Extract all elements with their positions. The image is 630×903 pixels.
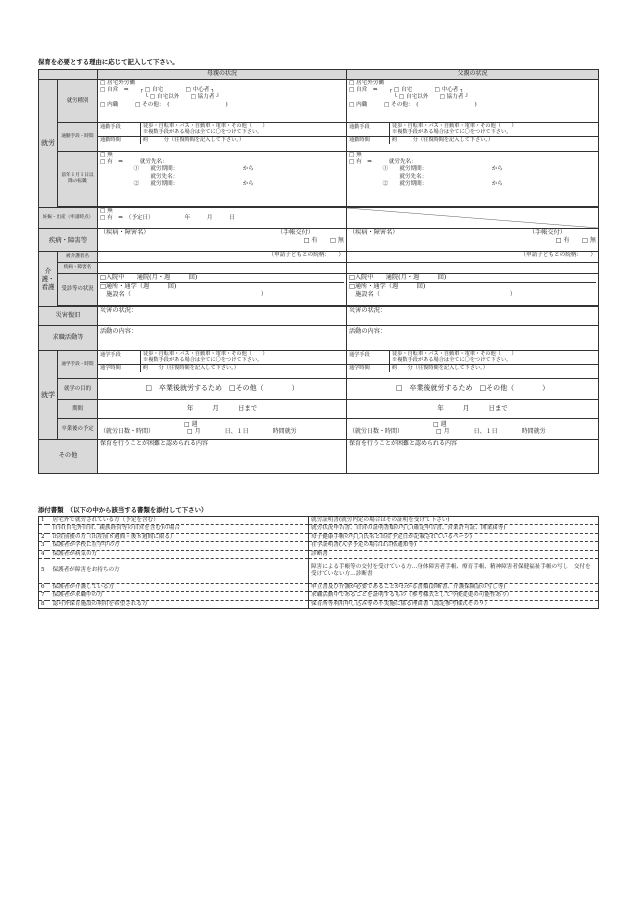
father-illness[interactable]: （疾病・障害名） （手帳交付） □ 有 □ 無 bbox=[347, 229, 599, 252]
attachment-doc: 保育所等利用申し込み等の不実施に係る理由書（認定参考様式その９） bbox=[309, 600, 599, 608]
mother-other[interactable]: 保育を行うことが困難と認められる内容 bbox=[98, 440, 347, 474]
attachment-no: 2 bbox=[39, 533, 47, 541]
father-care-status[interactable]: □入院中 通院(月・週 回) □通所・通学（週 回) 施設名（ ） bbox=[347, 274, 599, 306]
attachment-row bbox=[39, 559, 599, 584]
attachment-reason: 認可外保育施設の利用を希望される方 bbox=[47, 600, 309, 608]
mother-commute[interactable]: 通勤手段 徒歩・自転車・バス・自動車・電車・その他（ ） ※複数手段がある場合は全てに〇をつけて下さい。 通勤時間 約 分（往復時間を記入して下さい。） bbox=[98, 123, 347, 152]
attachment-reason: 保護者が求職中の方 bbox=[47, 592, 309, 600]
father-study-period[interactable]: 年 月 日まで bbox=[347, 400, 599, 419]
attachment-reason: 保護者が病気の方 bbox=[47, 550, 309, 558]
attachment-doc: 求職活動中であることを証明するもの（参考様式として今後変更の可能性あり） bbox=[309, 592, 599, 600]
father-care-illness[interactable] bbox=[347, 263, 599, 274]
mother-illness[interactable]: （疾病・障害名） （手帳交付） □ 有 □ 無 bbox=[98, 229, 347, 252]
study-period-label: 期間 bbox=[58, 400, 98, 419]
corner-cell bbox=[39, 70, 98, 80]
care-target-label: 被介護者名 bbox=[58, 252, 98, 263]
study-plan-label: 卒業後の予定 bbox=[58, 419, 98, 440]
father-study-plan[interactable]: □ 週 （就労日数・時間） □ 月 日、１日 時間就労 bbox=[347, 419, 599, 440]
attachment-no: 6 bbox=[39, 584, 47, 592]
attachment-row bbox=[39, 525, 599, 533]
mother-study-period[interactable]: 年 月 日まで bbox=[98, 400, 347, 419]
attachment-doc: 就労証明書(就労内定の場合はその証明を受けて下さい) bbox=[309, 517, 599, 525]
mother-study-commute[interactable]: 通学手段 徒歩・自転車・バス・自動車・電車・その他（ ） ※複数手段がある場合は全てに〇をつけて下さい。 通学時間 約 分（往復時間を記入して下さい。） bbox=[98, 351, 347, 379]
attachment-doc: 申立書及び介護が必要であることがわかる書類(診断書、介護保険証の写し等) bbox=[309, 584, 599, 592]
attachment-row bbox=[39, 533, 599, 541]
attachment-row bbox=[39, 550, 599, 558]
disaster-label: 災害復旧 bbox=[39, 307, 98, 326]
job-change-label: 前年１月１日以降の転職 bbox=[58, 152, 98, 207]
attachment-no: 3 bbox=[39, 542, 47, 550]
attachment-doc: 就労状況申告書、自営の証明書類の写し(確定申告書、営業許可証、開業届等) bbox=[309, 525, 599, 533]
attachment-reason: 居宅外で就労されている方（予定を含む） bbox=[47, 517, 309, 525]
father-study-purpose[interactable]: □ 卒業後就労するため □その他（ ） bbox=[347, 379, 599, 400]
father-commute[interactable]: 通勤手段 徒歩・自転車・バス・自動車・電車・その他（ ） ※複数手段がある場合は全てに〇をつけて下さい。 通勤時間 約 分（往復時間を記入して下さい。） bbox=[347, 123, 599, 152]
attachment-no: 7 bbox=[39, 592, 47, 600]
study-commute-label: 通学手段・時間 bbox=[58, 351, 98, 379]
attachment-no: 4 bbox=[39, 550, 47, 558]
attachment-table bbox=[38, 516, 599, 609]
father-care-target[interactable]: （申請子どもとの続柄： ） bbox=[347, 252, 599, 263]
father-disaster[interactable]: 災害の状況： bbox=[347, 307, 599, 326]
attachment-no: 1 bbox=[39, 517, 47, 525]
mother-study-plan[interactable]: □ 週 （就労日数・時間） □ 月 日、１日 時間就労 bbox=[98, 419, 347, 440]
attachment-row bbox=[39, 592, 599, 600]
work-category: 就労 bbox=[39, 80, 58, 208]
attachment-reason: 出産前後の方（出産前８週間・後８週間に限る） bbox=[47, 533, 309, 541]
other-label: その他 bbox=[39, 440, 98, 474]
mother-care-status[interactable]: □入院中 通院(月・週 回) □通所・通学（週 回) 施設名（ ） bbox=[98, 274, 347, 306]
father-jobhunt[interactable]: 活動の内容： bbox=[347, 326, 599, 351]
mother-study-purpose[interactable]: □ 卒業後就労するため □その他（ ） bbox=[98, 379, 347, 400]
commute-label: 通勤手段・時間 bbox=[58, 123, 98, 152]
attachment-doc: 在学証明書(入学予定の場合は合格通知等) bbox=[309, 542, 599, 550]
attachment-doc: 母子健康手帳の写し(氏名と出産予定日が記載されているページ) bbox=[309, 533, 599, 541]
father-other[interactable]: 保育を行うことが困難と認められる内容 bbox=[347, 440, 599, 474]
attachment-doc: 診断書 bbox=[309, 550, 599, 558]
mother-disaster[interactable]: 災害の状況： bbox=[98, 307, 347, 326]
father-pregnancy-na bbox=[347, 208, 599, 229]
attachment-title: 添付書類 （以下の中から該当する書類を添付して下さい） bbox=[38, 506, 208, 514]
jobhunt-label: 求職活動等 bbox=[39, 326, 98, 351]
instruction-header: 保育を必要とする理由に応じて記入して下さい。 bbox=[38, 58, 179, 66]
diagonal-line bbox=[347, 208, 598, 228]
father-job-change[interactable]: □ 無 □ 有 ⇒ 就労先名： ① 就労期間： から 就労先名： ② 就労期間： から bbox=[347, 152, 599, 207]
pregnancy-label: 妊娠・出産（申請時点） bbox=[39, 208, 98, 229]
mother-column-header: 母親の状況 bbox=[98, 70, 347, 80]
attachment-no: 5 bbox=[39, 559, 47, 584]
work-type-label: 就労種別 bbox=[58, 80, 98, 123]
study-category: 就学 bbox=[39, 351, 58, 440]
attachment-no: 8 bbox=[39, 600, 47, 608]
study-purpose-label: 就学の目的 bbox=[58, 379, 98, 400]
mother-pregnancy[interactable]: □ 無 □ 有 ⇒ （予定日） 年 月 日 bbox=[98, 208, 347, 229]
mother-jobhunt[interactable]: 活動の内容： bbox=[98, 326, 347, 351]
mother-work-type[interactable]: □ 居宅外労働 □ 自営 ⇒ ┌ □ 自宅 □ 中心者 ┐ └ □ 自宅以外 □ 協力者 ┘ □ 内職 □ その他： ( ) bbox=[98, 80, 347, 123]
mother-care-target[interactable]: （申請子どもとの続柄： ） bbox=[98, 252, 347, 263]
care-status-label: 受診等の状況 bbox=[58, 274, 98, 306]
attachment-row bbox=[39, 584, 599, 592]
attachment-row bbox=[39, 542, 599, 550]
father-study-commute[interactable]: 通学手段 徒歩・自転車・バス・自動車・電車・その他（ ） ※複数手段がある場合は全てに〇をつけて下さい。 通学時間 約 分（往復時間を記入して下さい。） bbox=[347, 351, 599, 379]
mother-care-illness[interactable] bbox=[98, 263, 347, 274]
father-column-header: 父親の状況 bbox=[347, 70, 599, 80]
attachment-doc: 障害による手帳等の交付を受けている方…身体障害者手帳、療育手帳、精神障害者保健福祉手帳の写し 交付を受けていない方…診断書 bbox=[309, 559, 599, 584]
attachment-row bbox=[39, 600, 599, 608]
mother-job-change[interactable]: □ 無 □ 有 ⇒ 就労先名： ① 就労期間： から 就労先名： ② 就労期間： から bbox=[98, 152, 347, 207]
status-table bbox=[38, 69, 599, 474]
father-work-type[interactable]: □ 居宅外労働 □ 自営 ⇒ ┌ □ 自宅 □ 中心者 ┐ └ □ 自宅以外 □ 協力者 ┘ □ 内職 □ その他： ( ) bbox=[347, 80, 599, 123]
attachment-reason: 保護者が学校に在学中の方 bbox=[47, 542, 309, 550]
attachment-reason: 保護者が障害をお持ちの方 bbox=[47, 559, 309, 584]
attachment-no bbox=[39, 525, 47, 533]
illness-label: 疾病・障害等 bbox=[39, 229, 98, 252]
attachment-reason: 自営(自宅外自営、親族経営等の自営を含む)の場合 bbox=[47, 525, 309, 533]
care-illness-label: 疾病・障害名 bbox=[58, 263, 98, 274]
care-category: 介護・看護 bbox=[39, 252, 58, 307]
attachment-row bbox=[39, 517, 599, 525]
attachment-reason: 保護者が介護している方 bbox=[47, 584, 309, 592]
